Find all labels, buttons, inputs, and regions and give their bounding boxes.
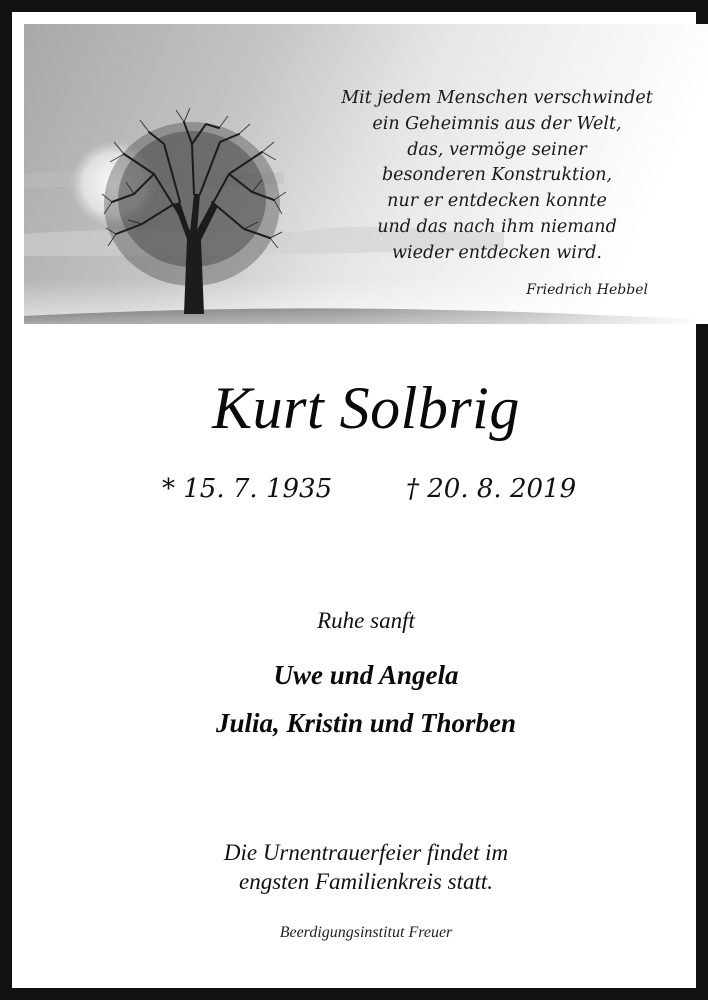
quote-line: das, vermöge seiner: [407, 139, 587, 160]
deceased-name: Kurt Solbrig: [212, 375, 520, 441]
death-date: † 20. 8. 2019: [406, 474, 577, 504]
quote-line: ein Geheimnis aus der Welt,: [372, 113, 622, 134]
epitaph-quote: [312, 86, 682, 267]
quote-line: und das nach ihm niemand: [377, 216, 617, 237]
quote-line: besonderen Konstruktion,: [381, 165, 613, 186]
undertaker-name: Beerdigungsinstitut Freuer: [279, 924, 453, 941]
notice-line: engsten Familienkreis statt.: [238, 869, 494, 894]
quote-line: Mit jedem Menschen verschwindet: [341, 88, 653, 108]
quote-line: wieder entdecken wird.: [392, 242, 602, 263]
funeral-notice: [12, 838, 708, 896]
life-dates: [12, 474, 708, 514]
quote-line: nur er entdecken konnte: [387, 191, 607, 212]
birth-date: * 15. 7. 1935: [162, 474, 333, 504]
mourner-line: Julia, Kristin und Thorben: [215, 708, 517, 738]
farewell-text: Ruhe sanft: [317, 608, 415, 633]
mourner-line: Uwe und Angela: [273, 660, 459, 690]
notice-line: Die Urnentrauerfeier findet im: [223, 840, 509, 865]
quote-author: Friedrich Hebbel: [526, 282, 648, 298]
